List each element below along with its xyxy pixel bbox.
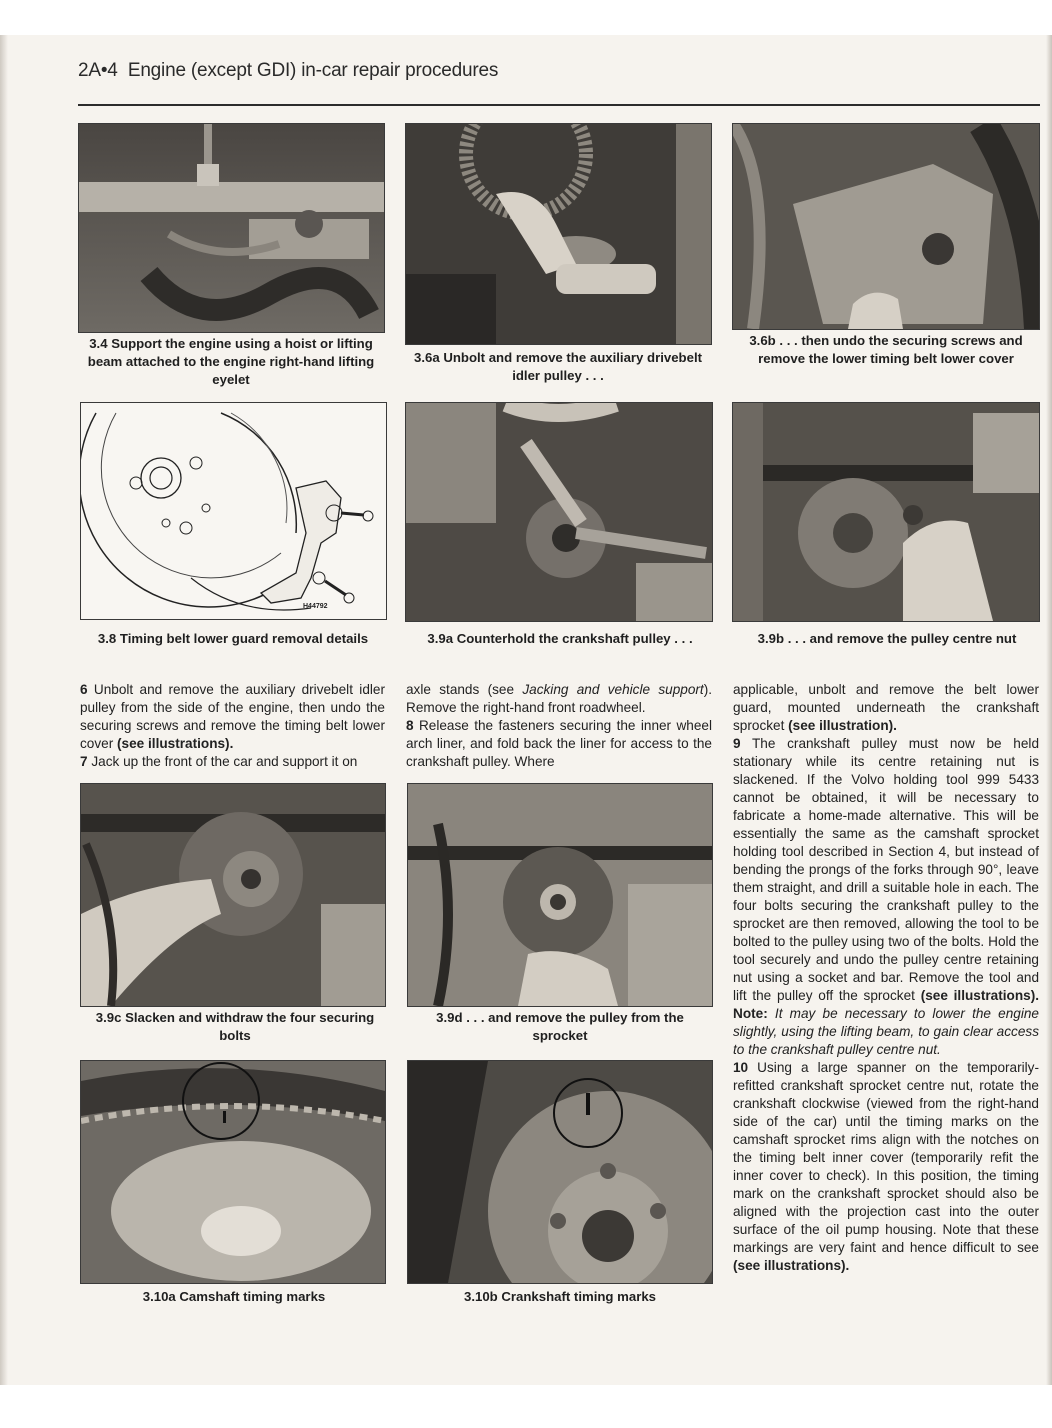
- jacking-reference: Jacking and vehicle support: [522, 682, 704, 697]
- step-text-10: Using a large spanner on the temporarily-refitted crankshaft sprocket centre nut, rotate the crankshaft clockwise (viewed from the right-hand side of the car) until the timing marks on the camshaft sprocket rims align with the notches on the timing belt inner cover (temporarily refit the inner cover to check). In this position, the timing mark on the crankshaft sprocket should also be aligned with the projection cast into the outer surface of the oil pump housing. Note that these markings are very faint and hence difficult to see: [733, 1060, 1039, 1255]
- caption-3-9d: 3.9d . . . and remove the pulley from the sprocket: [436, 1010, 684, 1043]
- step-text-8-cont: applicable, unbolt and remove the belt lower guard, mounted underneath the crankshaft sprocket: [733, 682, 1039, 733]
- caption-3-4: 3.4 Support the engine using a hoist or lifting beam attached to the engine right-hand lifting eyelet: [87, 336, 375, 387]
- drawing-reference: H44792: [303, 603, 328, 610]
- step-number-7: 7: [80, 754, 88, 769]
- see-illustration-link: (see illustration).: [788, 718, 897, 733]
- body-column-2: [406, 681, 712, 771]
- paragraph-7-continued: [406, 681, 712, 717]
- body-column-3: [733, 681, 1039, 1275]
- photo-3-6b: [732, 123, 1040, 330]
- step-text-6: Unbolt and remove the auxiliary drivebelt idler pulley from the side of the engine, then undo the securing screws and remove the timing belt lower cover: [80, 682, 385, 751]
- note-text: It may be necessary to lower the engine slightly, using the lifting beam, to gain clear access to the crankshaft pulley centre nut.: [733, 1006, 1039, 1057]
- section-prefix: 2A•4: [78, 60, 118, 81]
- see-illustrations-link-9: (see illustrations).: [920, 988, 1039, 1003]
- photo-3-4: [78, 123, 385, 333]
- photo-3-9a: [405, 402, 713, 622]
- paragraph-8-continued: [733, 681, 1039, 735]
- step-text-7-cont-a: axle stands (see: [406, 682, 523, 697]
- photo-3-10b: [407, 1060, 713, 1284]
- drawing-3-8: [80, 402, 387, 620]
- step-number-9: 9: [733, 736, 741, 751]
- see-illustrations-link: (see illustrations).: [117, 736, 234, 751]
- body-column-1: [80, 681, 385, 771]
- photo-3-9c: [80, 783, 386, 1007]
- paragraph-7: [80, 753, 385, 771]
- step-text-7: Jack up the front of the car and support it on: [87, 754, 358, 769]
- caption-3-9a: 3.9a Counterhold the crankshaft pulley . . .: [427, 631, 693, 646]
- paragraph-8: [406, 717, 712, 771]
- step-number-8: 8: [406, 718, 414, 733]
- caption-3-6b: 3.6b . . . then undo the securing screws and remove the lower timing belt lower cover: [749, 333, 1023, 366]
- photo-3-10a: [80, 1060, 386, 1284]
- page-edge-right: [1046, 35, 1052, 1385]
- step-text-7-cont-b: ). Remove the right-hand front roadwheel.: [406, 682, 712, 715]
- photo-3-9d: [407, 783, 713, 1007]
- see-illustrations-link-10: (see illustrations).: [733, 1258, 850, 1273]
- header-rule: [78, 104, 1040, 106]
- page-edge-left: [0, 35, 8, 1385]
- step-text-9: The crankshaft pulley must now be held stationary while its centre retaining nut is slackened. If the Volvo holding tool 999 5433 cannot be obtained, it will be necessary to fabricate a home-made alternative. This will be essentially the same as the camshaft sprocket holding tool described in Section 4, but instead of bending the prongs of the forks through 90°, leave them straight, and drill a suitable hole in each. The four bolts securing the crankshaft pulley to the sprocket are then removed, allowing the tool to be bolted to the pulley using two of the bolts. Hold the tool securely and undo the pulley centre retaining nut using a socket and bar. Remove the tool and lift the pulley off the sprocket: [733, 736, 1039, 1003]
- paragraph-6: [80, 681, 385, 753]
- caption-3-8: 3.8 Timing belt lower guard removal details: [97, 631, 369, 646]
- caption-3-6a: 3.6a Unbolt and remove the auxiliary drivebelt idler pulley . . .: [413, 350, 703, 383]
- page-title: Engine (except GDI) in-car repair procedures: [127, 60, 499, 81]
- step-number-6: 6: [80, 682, 88, 697]
- paragraph-9: [733, 735, 1039, 1059]
- photo-3-9b: [732, 402, 1040, 622]
- step-text-8: Release the fasteners securing the inner wheel arch liner, and fold back the liner for access to the crankshaft pulley. Where: [406, 718, 712, 769]
- caption-3-9b: 3.9b . . . and remove the pulley centre nut: [757, 631, 1017, 646]
- step-number-10: 10: [733, 1060, 749, 1075]
- caption-3-9c: 3.9c Slacken and withdraw the four securing bolts: [95, 1010, 375, 1043]
- note-label: Note:: [733, 1006, 768, 1021]
- paragraph-10: [733, 1059, 1039, 1275]
- caption-3-10a: 3.10a Camshaft timing marks: [142, 1289, 326, 1304]
- caption-3-10b: 3.10b Crankshaft timing marks: [463, 1289, 657, 1304]
- photo-3-6a: [405, 123, 712, 345]
- page-header: [78, 60, 498, 82]
